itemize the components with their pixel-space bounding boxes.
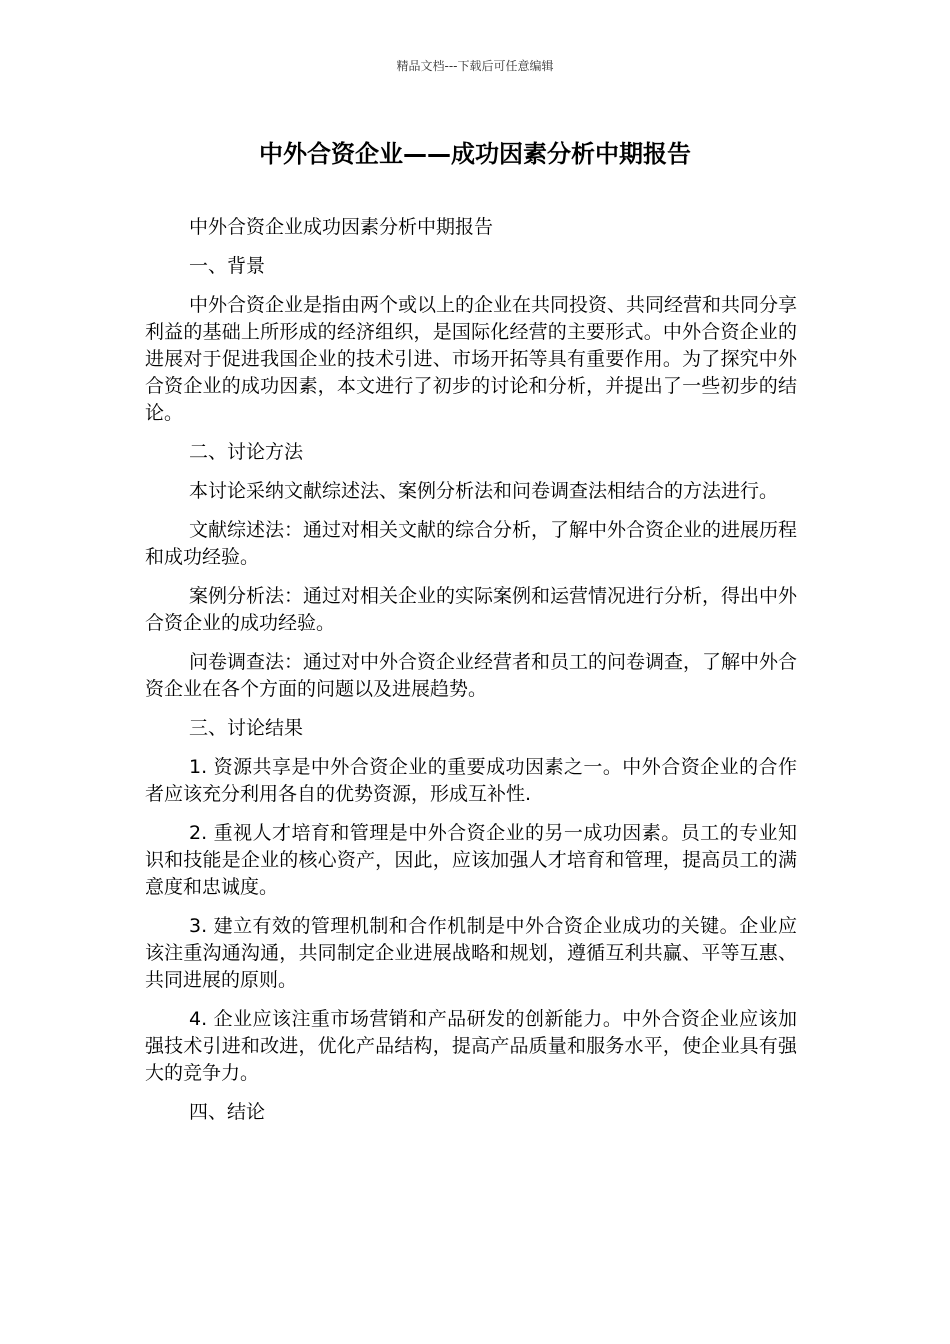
subtitle-paragraph: 中外合资企业成功因素分析中期报告 xyxy=(189,216,494,238)
body-paragraph: 文献综述法：通过对相关文献的综合分析，了解中外合资企业的进展历程和成功经验。 xyxy=(145,519,798,568)
section-heading-methods: 二、讨论方法 xyxy=(189,441,304,463)
section-heading-conclusion: 四、结论 xyxy=(189,1101,266,1123)
section-heading-results: 三、讨论结果 xyxy=(189,717,304,739)
document-title: 中外合资企业——成功因素分析中期报告 xyxy=(259,140,691,168)
body-paragraph: 案例分析法：通过对相关企业的实际案例和运营情况进行分析，得出中外合资企业的成功经验。 xyxy=(145,585,798,634)
result-item: 4. 企业应该注重市场营销和产品研发的创新能力。中外合资企业应该加强技术引进和改进，优化产品结构，提高产品质量和服务水平，使企业具有强大的竞争力。 xyxy=(145,1008,797,1084)
document-body xyxy=(145,214,797,1138)
result-item: 1. 资源共享是中外合资企业的重要成功因素之一。中外合资企业的合作者应该充分利用各自的优势资源，形成互补性. xyxy=(145,756,797,805)
header-note: 精品文档---下载后可任意编辑 xyxy=(396,59,554,73)
body-paragraph: 中外合资企业是指由两个或以上的企业在共同投资、共同经营和共同分享利益的基础上所形成的经济组织，是国际化经营的主要形式。中外合资企业的进展对于促进我国企业的技术引进、市场开拓等具有重要作用。为了探究中外合资企业的成功因素，本文进行了初步的讨论和分析，并提出了一些初步的结论。 xyxy=(145,294,798,424)
body-paragraph: 本讨论采纳文献综述法、案例分析法和问卷调查法相结合的方法进行。 xyxy=(189,480,779,502)
section-heading-background: 一、背景 xyxy=(189,255,266,277)
result-item: 2. 重视人才培育和管理是中外合资企业的另一成功因素。员工的专业知识和技能是企业的核心资产，因此，应该加强人才培育和管理，提高员工的满意度和忠诚度。 xyxy=(145,822,797,898)
result-item: 3. 建立有效的管理机制和合作机制是中外合资企业成功的关键。企业应该注重沟通沟通，共同制定企业进展战略和规划，遵循互利共赢、平等互惠、共同进展的原则。 xyxy=(145,915,797,991)
body-paragraph: 问卷调查法：通过对中外合资企业经营者和员工的问卷调查，了解中外合资企业在各个方面的问题以及进展趋势。 xyxy=(145,651,798,700)
